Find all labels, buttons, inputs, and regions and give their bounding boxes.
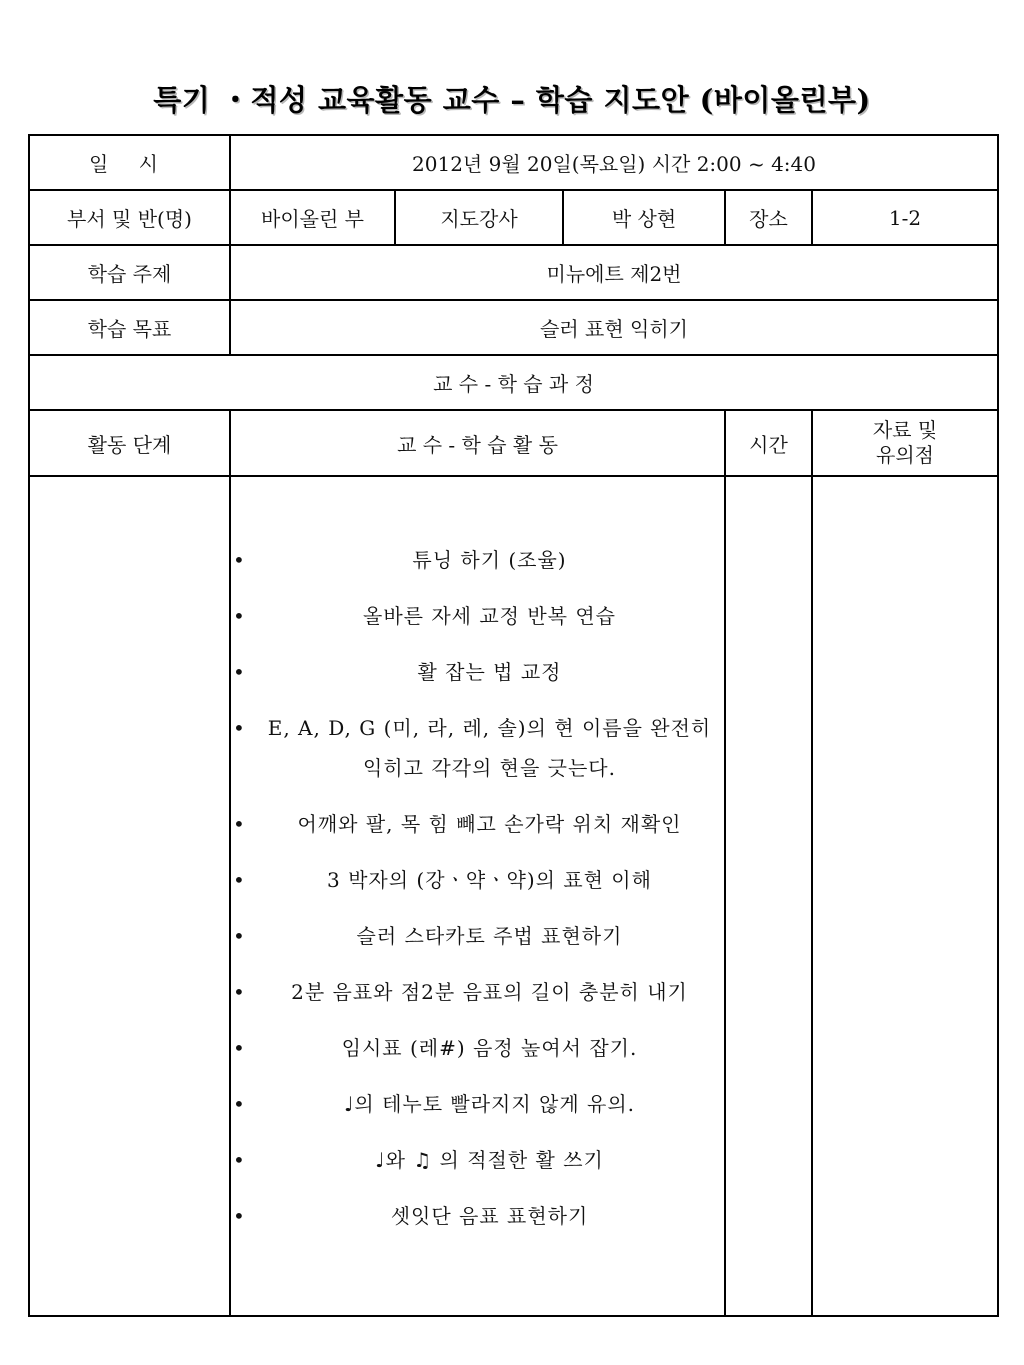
list-item: • 어깨와 팔, 목 힘 빼고 손가락 위치 재확인 xyxy=(231,804,724,844)
time-cell xyxy=(725,476,812,1316)
department-row xyxy=(29,190,998,245)
department-label: 부서 및 반(명) xyxy=(29,190,230,245)
stage-column-header: 활동 단계 xyxy=(29,410,230,476)
materials-cell xyxy=(812,476,998,1316)
list-item: • 3 박자의 (강ㆍ약ㆍ약)의 표현 이해 xyxy=(231,860,724,900)
process-header: 교 수 - 학 습 과 정 xyxy=(29,355,998,410)
activities-column-header: 교 수 - 학 습 활 동 xyxy=(230,410,725,476)
list-item: • 튜닝 하기 (조율) xyxy=(231,540,724,580)
list-item: • 임시표 (레#) 음정 높여서 잡기. xyxy=(231,1028,724,1068)
topic-value: 미뉴에트 제2번 xyxy=(230,245,998,300)
topic-label: 학습 주제 xyxy=(29,245,230,300)
date-label: 일 시 xyxy=(29,135,230,190)
activity-list xyxy=(231,540,724,1236)
date-value: 2012년 9월 20일(목요일) 시간 2:00 ~ 4:40 xyxy=(230,135,998,190)
department-value: 바이올린 부 xyxy=(230,190,395,245)
list-item: • ♩와 ♫ 의 적절한 활 쓰기 xyxy=(231,1140,724,1180)
instructor-label: 지도강사 xyxy=(395,190,563,245)
time-column-header: 시간 xyxy=(725,410,812,476)
place-label: 장소 xyxy=(725,190,812,245)
list-item: • ♩의 테누토 빨라지지 않게 유의. xyxy=(231,1084,724,1124)
materials-header-line2: 유의점 xyxy=(876,443,934,467)
list-item: • 슬러 스타카토 주법 표현하기 xyxy=(231,916,724,956)
materials-column-header xyxy=(812,410,998,476)
list-item: • 활 잡는 법 교정 xyxy=(231,652,724,692)
goal-label: 학습 목표 xyxy=(29,300,230,355)
date-row xyxy=(29,135,998,190)
process-header-row xyxy=(29,355,998,410)
column-header-row xyxy=(29,410,998,476)
instructor-name: 박 상현 xyxy=(563,190,725,245)
activity-body-row xyxy=(29,476,998,1316)
place-value: 1-2 xyxy=(812,190,998,245)
activities-cell xyxy=(230,476,725,1316)
stage-cell xyxy=(29,476,230,1316)
topic-row xyxy=(29,245,998,300)
list-item: • 2분 음표와 점2분 음표의 길이 충분히 내기 xyxy=(231,972,724,1012)
lesson-plan-table xyxy=(28,134,999,1317)
page-title: 특기 ・적성 교육활동 교수 – 학습 지도안 (바이올린부) xyxy=(153,83,871,117)
goal-value: 슬러 표현 익히기 xyxy=(230,300,998,355)
list-item: • 셋잇단 음표 표현하기 xyxy=(231,1196,724,1236)
goal-row xyxy=(29,300,998,355)
materials-header-line1: 자료 및 xyxy=(872,418,938,442)
list-item: • 올바른 자세 교정 반복 연습 xyxy=(231,596,724,636)
list-item: • E, A, D, G (미, 라, 레, 솔)의 현 이름을 완전히 익히고 각각의 현을 긋는다. xyxy=(231,708,724,788)
